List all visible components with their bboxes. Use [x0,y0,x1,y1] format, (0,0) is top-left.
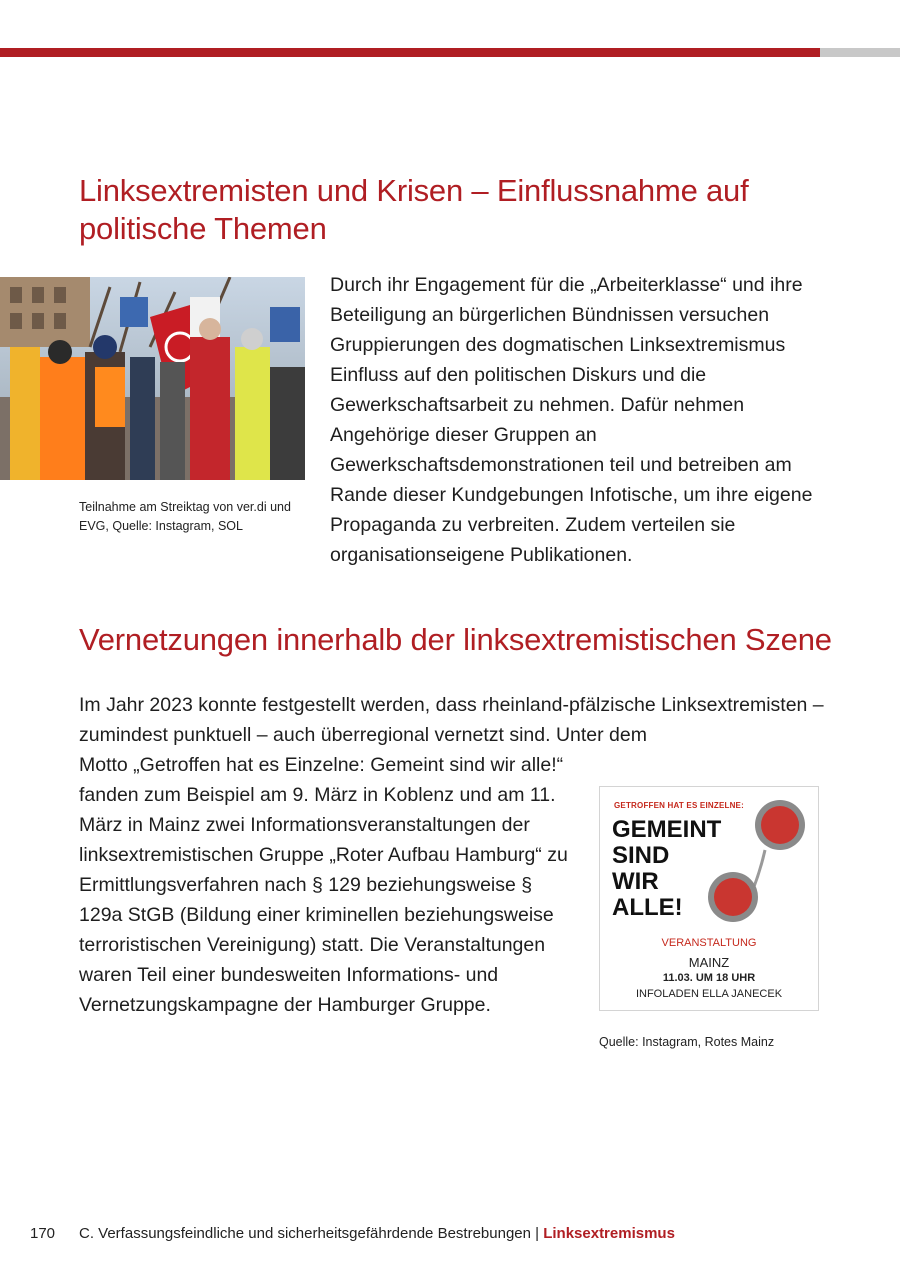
header-accent-bar [0,48,820,57]
poster-city: MAINZ [688,955,730,970]
page-number: 170 [30,1225,56,1242]
poster-headline: GEMEINT SIND WIR ALLE! [612,816,722,921]
photo-caption: Teilnahme am Streiktag von ver.di und EVG, Quelle: Instagram, SOL [79,500,291,533]
poster-event-label: VERANSTALTUNG [661,937,757,949]
footer-chapter: C. Verfassungsfeindliche und sicherheitsgefährdende Bestrebungen | [79,1225,544,1242]
header-grey-bar [820,48,900,57]
section-paragraph-crises: Durch ihr Engagement für die „Arbeiterklasse“ und ihre Beteiligung an bürgerlichen Bündnissen versuchen Gruppierungen des dogmatischen Linksextremismus Einfluss auf den politischen Diskurs und die Gewerkschaftsarbeit zu nehmen. Dafür nehmen Angehörige dieser Gruppen an Gewerkschaftsdemonstrationen teil und betreiben am Rande dieser Kundgebungen Infotische, um ihre eigene Propaganda zu verbreiten. Zudem verteilen sie organisationseigene Publikationen. [330,274,813,566]
section-heading-crises: Linksextremisten und Krisen – Einflussnahme auf politische Themen [79,173,749,246]
poster-date: 11.03. UM 18 UHR [662,972,756,984]
poster-location: INFOLADEN ELLA JANECEK [635,988,783,1000]
footer-section: Linksextremismus [543,1225,675,1242]
poster-caption: Quelle: Instagram, Rotes Mainz [599,1035,775,1049]
section-paragraph-networking-wrapped: Motto „Getroffen hat es Einzelne: Gemeint sind wir alle!“ fanden zum Beispiel am 9. März in Koblenz und am 11. März in Mainz zwei Informationsveranstaltungen der linksextremistischen Gruppe „Roter Aufbau Hamburg“ zu Ermittlungsverfahren nach § 129 beziehungsweise § 129a StGB (Bildung einer kriminellen beziehungsweise terroristischen Vereinigung) statt. Die Veranstaltungen waren Teil einer bundesweiten Informations- und Vernetzungskampagne der Hamburger Gruppe. [79,754,568,1016]
footer-breadcrumb [79,1225,675,1242]
section-heading-networking: Vernetzungen innerhalb der linksextremistischen Szene [79,622,832,657]
section-paragraph-networking-top: Im Jahr 2023 konnte festgestellt werden, dass rheinland-pfälzische Linksextremisten – zumindest punktuell – auch überregional vernetzt sind. Unter dem [79,694,824,746]
poster-kicker: GETROFFEN HAT ES EINZELNE: [614,801,744,810]
strike-demonstration-photo [0,277,305,480]
event-poster-image [599,786,819,1011]
